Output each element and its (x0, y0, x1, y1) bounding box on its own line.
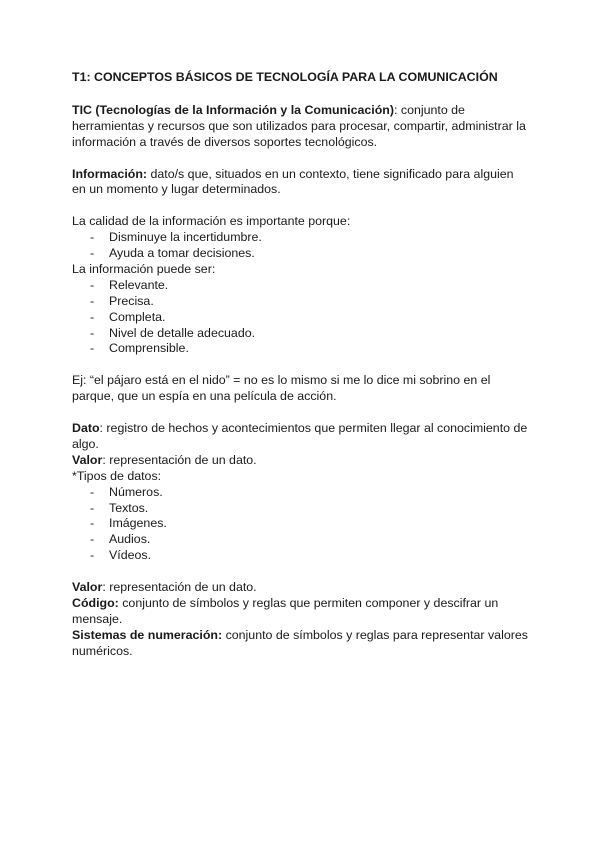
definition-text: dato/s que, situados en un contexto, tiene significado para alguien en un momento y lugar determinados. (72, 166, 514, 197)
list-item: - Audios. (90, 532, 530, 548)
definition-codigo (72, 596, 530, 628)
definition-sistemas (72, 628, 530, 660)
example-text: Ej: “el pájaro está en el nido” = no es lo mismo si me lo dice mi sobrino en el parque, que un espía en una película de acción. (72, 373, 491, 404)
definition-informacion (72, 167, 530, 199)
puede-ser-intro: La información puede ser: (72, 261, 216, 276)
definition-valor-repeat (72, 580, 530, 596)
list-item: - Comprensible. (90, 341, 530, 357)
list-item: - Textos. (90, 501, 530, 517)
term-valor: Valor (72, 452, 103, 467)
term-sistemas: Sistemas de numeración: (72, 627, 223, 642)
term-informacion: Información: (72, 166, 148, 181)
term-tic: TIC (Tecnologías de la Información y la Comunicación) (72, 102, 394, 117)
list-item: - Disminuye la incertidumbre. (90, 230, 530, 246)
definition-tic (72, 103, 530, 151)
term-dato: Dato (72, 420, 100, 435)
definition-text: conjunto de símbolos y reglas para representar valores numéricos. (72, 627, 528, 658)
list-item: - Ayuda a tomar decisiones. (90, 246, 530, 262)
list-item: - Completa. (90, 310, 530, 326)
list-item: - Relevante. (90, 278, 530, 294)
list-item: - Números. (90, 485, 530, 501)
term-valor: Valor (72, 580, 103, 595)
definition-text: : representación de un dato. (102, 452, 257, 467)
definition-text: : representación de un dato. (102, 580, 257, 595)
list-item: - Imágenes. (90, 516, 530, 532)
definition-text: : conjunto de herramientas y recursos que son utilizados para procesar, compartir, administrar la información a través de diversos soportes tecnológicos. (72, 102, 526, 149)
list-item: - Precisa. (90, 294, 530, 310)
document-title: T1: CONCEPTOS BÁSICOS DE TECNOLOGÍA PARA LA COMUNICACIÓN (72, 70, 498, 84)
list-item: - Nivel de detalle adecuado. (90, 326, 530, 342)
tipos-list (72, 485, 530, 565)
term-codigo: Código: (72, 595, 119, 610)
definition-text: : registro de hechos y acontecimientos que permiten llegar al conocimiento de algo. (72, 420, 528, 451)
tipos-intro: *Tipos de datos: (72, 468, 162, 483)
definition-dato (72, 421, 530, 453)
calidad-intro: La calidad de la información es importante porque: (72, 214, 351, 229)
definition-text: conjunto de símbolos y reglas que permiten componer y descifrar un mensaje. (72, 595, 499, 626)
puede-ser-list (72, 278, 530, 358)
calidad-list (72, 230, 530, 262)
definition-valor (72, 453, 530, 469)
list-item: - Vídeos. (90, 548, 530, 564)
